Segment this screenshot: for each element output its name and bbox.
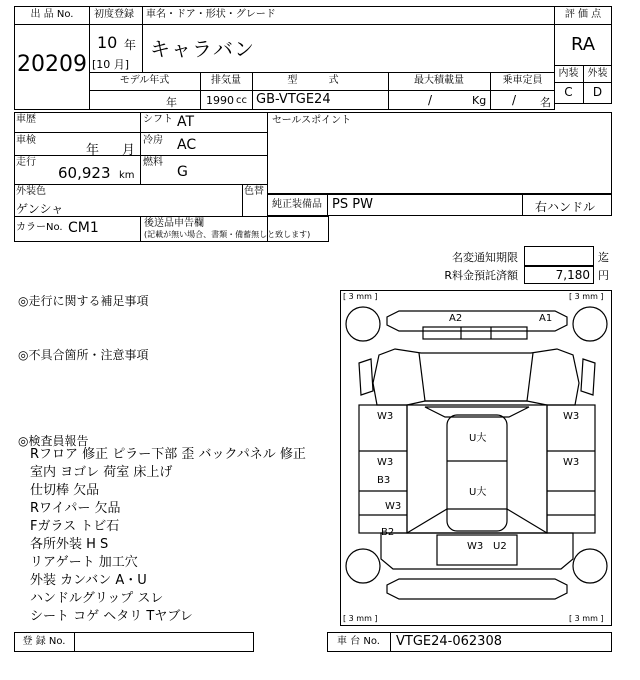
mark-w3-left-mid: W3 — [377, 457, 394, 468]
chassis-no-value: VTGE24-062308 — [396, 634, 502, 649]
name-change-label: 名変通知期限 — [452, 251, 518, 264]
mark-b2: B2 — [381, 527, 395, 538]
inspector-report-title: ◎検査員報告 — [18, 434, 89, 448]
mileage-value: 60,923 — [58, 164, 111, 182]
left-mirror — [359, 359, 373, 395]
post-declare-extra-box — [267, 216, 329, 242]
mark-w3-left-front: W3 — [377, 411, 394, 422]
name-change-box — [524, 246, 594, 266]
tire-front-left — [346, 307, 380, 341]
inspection-month: 月 — [122, 143, 136, 158]
inspector-line: Rフロア 修正 ピラー下部 歪 バックパネル 修正 — [30, 447, 306, 462]
history-label: 車歴 — [16, 114, 36, 125]
post-declare-label: 後送品申告欄 — [144, 218, 204, 229]
rear-bumper — [387, 579, 567, 599]
mark-u2-rear: U2 — [493, 541, 507, 552]
mark-a1: A1 — [539, 313, 553, 324]
cabin-outline — [407, 401, 547, 533]
inspector-line: 外装 カンバン A・U — [30, 573, 147, 588]
mark-u-roof-front: U大 — [469, 433, 487, 444]
chassis-no-label: 車 台 No. — [337, 636, 380, 647]
tire-rear-right — [573, 549, 607, 583]
lot-label: 出 品 No. — [30, 9, 74, 20]
driving-notes-title: ◎走行に関する補足事項 — [18, 294, 149, 308]
sales-point-label: セールスポイント — [272, 115, 352, 126]
recycle-label: R料金預託済額 — [444, 269, 518, 282]
interior-grade: C — [564, 85, 573, 99]
mark-u-roof-rear: U大 — [469, 487, 487, 498]
first-reg-year-unit: 年 — [124, 38, 137, 52]
inspection-label: 車検 — [16, 135, 36, 146]
front-grille — [423, 327, 527, 339]
tire-depth-rear-right: [ 3 mm ] — [569, 614, 604, 623]
mark-b3: B3 — [377, 475, 391, 486]
right-side-panel — [547, 405, 595, 533]
capacity-label: 乗車定員 — [502, 75, 543, 86]
left-side-panel — [359, 405, 407, 533]
inspector-line: シート コゲ ヘタリ Tヤブレ — [30, 609, 193, 624]
first-reg-month: [10 月] — [92, 58, 130, 71]
type-label: 型 式 — [287, 75, 353, 86]
capacity-unit: 名 — [540, 96, 551, 109]
defect-notes-title: ◎不具合箇所・注意事項 — [18, 348, 149, 362]
color-change-label: 色替 — [244, 186, 264, 197]
recycle-value: 7,180 — [555, 268, 590, 282]
right-mirror — [581, 359, 595, 395]
equipment-label: 純正装備品 — [272, 199, 322, 210]
inspector-line: 各所外装 H S — [30, 537, 109, 552]
type-value: GB-VTGE24 — [256, 92, 331, 107]
inspector-line: Rワイパー 欠品 — [30, 501, 121, 516]
model-year-unit: 年 — [166, 96, 177, 109]
mark-w3-right-front: W3 — [563, 411, 580, 422]
shift-value: AT — [177, 114, 195, 130]
reg-no-label: 登 録 No. — [22, 636, 66, 647]
ext-color-value: ゲンシャ — [16, 202, 64, 216]
exterior-grade: D — [592, 85, 603, 99]
mark-a2: A2 — [449, 313, 463, 324]
lot-number: 20209 — [17, 52, 87, 77]
car-name: キャラバン — [150, 37, 255, 61]
max-load-unit: Kg — [472, 94, 487, 107]
inspection-year: 年 — [86, 143, 100, 158]
shift-label: シフト — [143, 114, 173, 125]
car-diagram — [340, 290, 612, 626]
color-no-label: カラーNo. — [16, 222, 63, 233]
mark-w3-right-mid: W3 — [563, 457, 580, 468]
tire-depth-rear-left: [ 3 mm ] — [343, 614, 378, 623]
equipment-value: PS PW — [332, 197, 373, 212]
rating-label: 評 価 点 — [564, 9, 602, 20]
tire-rear-left — [346, 549, 380, 583]
inspector-line: 室内 ヨゴレ 荷室 床上げ — [30, 465, 173, 480]
ac-label: 冷房 — [143, 135, 163, 146]
displacement-label: 排気量 — [211, 75, 241, 86]
displacement-value: 1990 — [206, 94, 234, 107]
tire-front-right — [573, 307, 607, 341]
inspector-line: Fガラス トビ石 — [30, 519, 120, 534]
name-change-suffix: 迄 — [598, 251, 609, 264]
capacity-sep: / — [512, 93, 517, 107]
inspector-line: ハンドルグリップ スレ — [30, 591, 164, 606]
handle-value: 右ハンドル — [535, 200, 596, 214]
exterior-label: 外装 — [587, 68, 608, 79]
recycle-unit: 円 — [598, 269, 609, 282]
mileage-label: 走行 — [16, 157, 36, 168]
inspector-line: リアゲート 加工穴 — [30, 555, 138, 570]
inspector-line: 仕切棒 欠品 — [30, 483, 100, 498]
color-no-value: CM1 — [68, 220, 99, 236]
model-year-label: モデル年式 — [119, 75, 170, 86]
fuel-value: G — [177, 164, 188, 180]
mileage-unit: km — [119, 170, 135, 181]
ac-value: AC — [177, 137, 197, 153]
first-reg-label: 初度登録 — [94, 9, 134, 20]
tire-depth-front-right: [ 3 mm ] — [569, 292, 604, 301]
displacement-unit: cc — [236, 95, 247, 106]
interior-label: 内装 — [558, 68, 579, 79]
first-reg-year: 10 — [97, 33, 118, 52]
mark-w3-rear: W3 — [467, 541, 484, 552]
mark-w3-left-rear: W3 — [385, 501, 402, 512]
max-load-label: 最大積載量 — [414, 75, 464, 86]
tire-depth-front-left: [ 3 mm ] — [343, 292, 378, 301]
front-body — [373, 349, 579, 405]
post-declare-note: (記載が無い場合、書類・備蓄無しと致します) — [144, 230, 311, 239]
name-label: 車名・ドア・形状・グレード — [146, 9, 276, 20]
max-load-sep: / — [428, 93, 433, 107]
rating-value: RA — [570, 34, 596, 55]
ext-color-label: 外装色 — [16, 186, 46, 197]
fuel-label: 燃料 — [143, 157, 163, 168]
